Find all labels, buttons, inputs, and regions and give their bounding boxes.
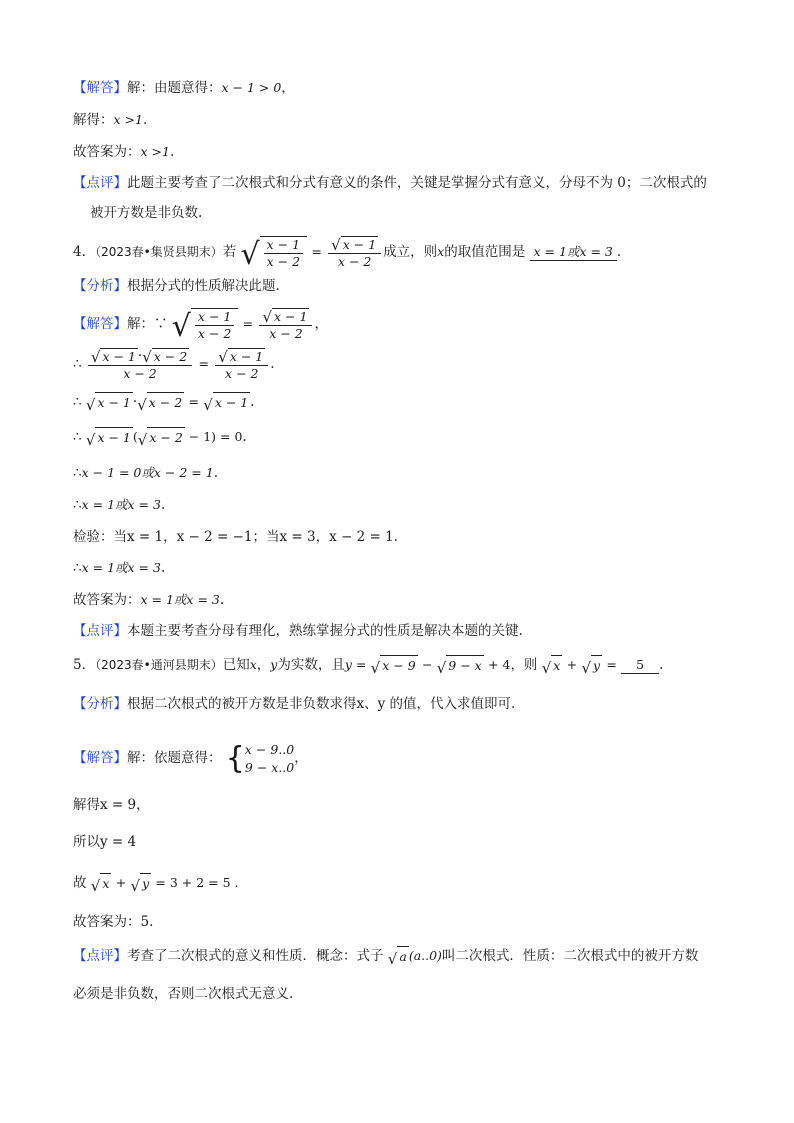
q3-solve-line: 【解答】解：由题意得：x − 1 > 0， (73, 80, 295, 96)
q4-solve-line5: ∴x − 1 = 0或x − 2 = 1. (73, 465, 218, 481)
q5-solve-line3: 所以y = 4 (73, 834, 137, 850)
q5-final-line: 故答案为：5. (73, 914, 154, 930)
q4-analysis: 【分析】根据分式的性质解决此题. (73, 278, 280, 294)
analysis-label: 【分析】 (73, 278, 127, 294)
q5-solve-line2: 解得x = 9， (73, 797, 150, 813)
equation-system: { x − 9..0 9 − x..0 (225, 740, 295, 776)
question-number: 5． (73, 657, 96, 673)
question-source: （2023春•集贤县期末） (95, 245, 223, 259)
answer-blank: 5 (621, 657, 659, 674)
q4-check-line: 检验：当x = 1，x − 2 = −1；当x = 3，x − 2 = 1. (73, 529, 398, 545)
question-number: 4． (73, 244, 96, 260)
q3-final-line: 故答案为：x >1. (73, 144, 175, 160)
answer-label: 【解答】 (73, 80, 127, 96)
q4-solve-line2: ∴ √ x − 1 · √ x − 2 x − 2 = √ x − 1 x − 2 . (73, 347, 275, 381)
q3-result-line: 解得：x >1. (73, 112, 148, 128)
fraction-radical: √ x − 1 x − 2 (328, 236, 381, 270)
q4-comment: 【点评】本题主要考查分母有理化，熟练掌握分式的性质是解决本题的关键. (73, 623, 523, 639)
answer-blank: x = 1或x = 3 (530, 244, 617, 261)
radical-fraction: √ $\frac{x - 1}{x - 2}$ (241, 236, 308, 270)
question-source: （2023春•通河县期末） (95, 658, 223, 672)
comment-label: 【点评】 (73, 175, 127, 191)
q4-solve-line4: ∴ √ x − 1 ( √ x − 2 − 1) = 0. (73, 429, 247, 449)
q5-solve-line4: 故 √ x + √ y = 3 + 2 = 5 . (73, 875, 239, 895)
q4-solve-line8: ∴x = 1或x = 3. (73, 560, 166, 576)
q5-stem: 5．（2023春•通河县期末）已知x，y为实数，且y = √ x − 9 − √ 9 − x + 4，则 √ x + √ y = 5 . (73, 657, 664, 677)
q5-solve-line1: 【解答】解：依题意得： { x − 9..0 9 − x..0 ， (73, 740, 308, 776)
q3-comment-line2: 被开方数是非负数. (90, 205, 203, 221)
q4-solve-line1: 【解答】解：∵ √ $\frac{x - 1}{x - 2}$ = √ x − 1 x − 2 ， (73, 307, 328, 344)
q5-comment-line1: 【点评】考查了二次根式的意义和性质．概念：式子 √ a (a..0)叫二次根式．性质：二次根式中的被开方数 (73, 948, 699, 968)
q5-comment-line2: 必须是非负数，否则二次根式无意义. (73, 986, 294, 1002)
q4-stem: 4．（2023春•集贤县期末）若 √ $\frac{x - 1}{x - 2}$ = √ x − 1 x − 2 成立，则x的取值范围是 x = 1或x = 3 . (73, 235, 622, 272)
q4-solve-line3: ∴ √ x − 1 · √ x − 2 = √ x − 1 . (73, 394, 255, 414)
q4-solve-line6: ∴x = 1或x = 3. (73, 497, 166, 513)
q3-comment-line1: 【点评】此题主要考查了二次根式和分式有意义的条件，关键是掌握分式有意义，分母不为 0；二次根式的 (73, 175, 707, 191)
q5-analysis: 【分析】根据二次根式的被开方数是非负数求得x、y 的值，代入求值即可. (73, 696, 516, 712)
q4-final-line: 故答案为：x = 1或x = 3. (73, 592, 225, 608)
